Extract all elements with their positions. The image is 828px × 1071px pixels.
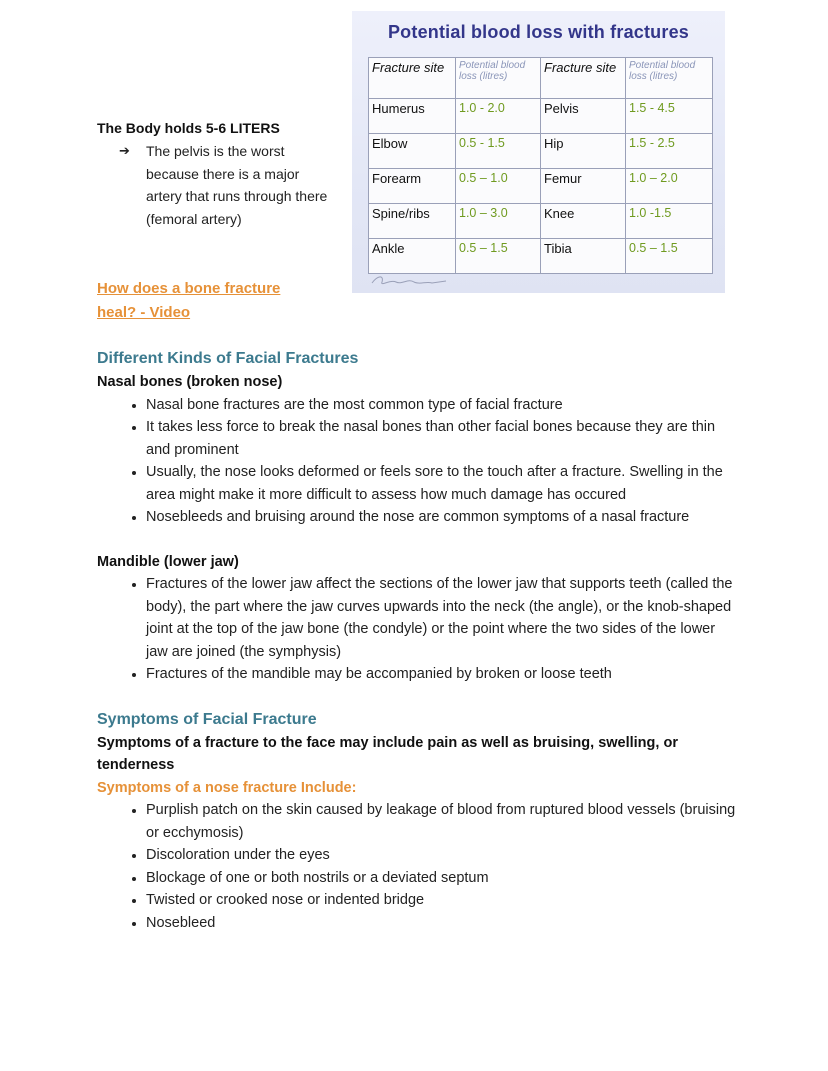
- nose-symptoms-list: [97, 799, 737, 934]
- table-cell: 1.5 - 4.5: [626, 99, 713, 134]
- table-cell: 0.5 – 1.0: [456, 169, 541, 204]
- signature-scribble: [370, 273, 450, 289]
- list-item: • Fractures of the lower jaw affect the sections of the lower jaw that supports teeth (called the body), the part where the jaw curves upwards into the neck (the angle), or the knob-shaped joint at the top of the jaw bone (the condyle) or the point where the two sides of the lower jaw are joined (the symphysis): [146, 573, 737, 663]
- table-cell: Elbow: [369, 134, 456, 169]
- list-item: • Blockage of one or both nostrils or a deviated septum: [146, 867, 737, 890]
- table-row: [369, 204, 713, 239]
- table-cell: Knee: [541, 204, 626, 239]
- blood-loss-table: [368, 57, 713, 274]
- table-row: [369, 99, 713, 134]
- table-cell: Pelvis: [541, 99, 626, 134]
- table-cell: 0.5 - 1.5: [456, 134, 541, 169]
- list-item: • Nosebleeds and bruising around the nose are common symptoms of a nasal fracture: [146, 506, 737, 529]
- table-cell: 1.5 - 2.5: [626, 134, 713, 169]
- table-cell: Forearm: [369, 169, 456, 204]
- table-cell: 1.0 -1.5: [626, 204, 713, 239]
- facial-fractures-heading: Different Kinds of Facial Fractures: [97, 350, 359, 367]
- table-row: [369, 239, 713, 274]
- table-cell: 1.0 – 3.0: [456, 204, 541, 239]
- header-cell: Potential blood loss (litres): [626, 58, 713, 99]
- list-item: • It takes less force to break the nasal bones than other facial bones because they are thin and prominent: [146, 416, 737, 461]
- main-content: [97, 347, 737, 934]
- table-cell: Humerus: [369, 99, 456, 134]
- table-title: Potential blood loss with fractures: [387, 22, 690, 42]
- list-item: • Fractures of the mandible may be accompanied by broken or loose teeth: [146, 663, 737, 686]
- table-row: [369, 169, 713, 204]
- header-cell: Fracture site: [369, 58, 456, 99]
- list-item: • Discoloration under the eyes: [146, 844, 737, 867]
- blood-loss-table-image: [352, 11, 725, 293]
- symptoms-heading: Symptoms of Facial Fracture: [97, 710, 317, 728]
- table-cell: 1.0 - 2.0: [456, 99, 541, 134]
- symptoms-intro: Symptoms of a fracture to the face may include pain as well as bruising, swelling, or tenderness: [97, 734, 678, 773]
- header-cell: Fracture site: [541, 58, 626, 99]
- bone-fracture-video-link[interactable]: How does a bone fracture heal? - Video: [97, 280, 281, 321]
- nasal-bullet-list: [97, 394, 737, 529]
- list-item: • Nasal bone fractures are the most common type of facial fracture: [146, 394, 737, 417]
- body-volume-heading: The Body holds 5-6 LITERS: [97, 120, 280, 136]
- pelvis-note-text: The pelvis is the worst because there is a major artery that runs through there (femoral artery): [146, 143, 328, 227]
- table-cell: Tibia: [541, 239, 626, 274]
- mandible-heading: Mandible (lower jaw): [97, 553, 239, 570]
- table-cell: Hip: [541, 134, 626, 169]
- table-header-row: [369, 58, 713, 99]
- table-cell: Spine/ribs: [369, 204, 456, 239]
- table-cell: Ankle: [369, 239, 456, 274]
- nasal-heading: Nasal bones (broken nose): [97, 374, 283, 390]
- list-item: • Usually, the nose looks deformed or feels sore to the touch after a fracture. Swelling in the area might make it more difficult to assess how much damage has occured: [146, 461, 737, 506]
- mandible-bullet-list: [97, 573, 737, 686]
- arrow-icon: ➔: [119, 143, 130, 158]
- table-cell: 0.5 – 1.5: [456, 239, 541, 274]
- list-item: • Nosebleed: [146, 912, 737, 935]
- table-cell: 0.5 – 1.5: [626, 239, 713, 274]
- header-cell: Potential blood loss (litres): [456, 58, 541, 99]
- table-cell: 1.0 – 2.0: [626, 169, 713, 204]
- table-row: [369, 134, 713, 169]
- blood-volume-note: [97, 120, 337, 230]
- table-cell: Femur: [541, 169, 626, 204]
- list-item: • Purplish patch on the skin caused by leakage of blood from ruptured blood vessels (bruising or ecchymosis): [146, 799, 737, 844]
- pelvis-note: [119, 140, 337, 230]
- nose-symptoms-heading: Symptoms of a nose fracture Include:: [97, 779, 357, 796]
- list-item: • Twisted or crooked nose or indented bridge: [146, 889, 737, 912]
